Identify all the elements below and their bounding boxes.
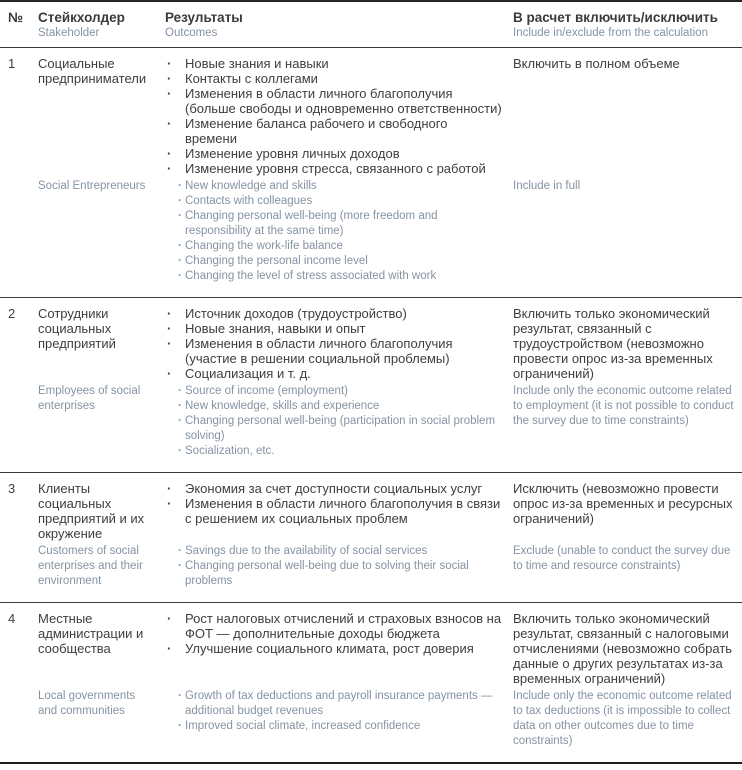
bullet-icon bbox=[178, 544, 182, 559]
outcome-text: Savings due to the availability of social services bbox=[185, 545, 428, 557]
outcome-text: Новые знания, навыки и опыт bbox=[185, 321, 366, 336]
outcome-text: Изменение уровня стресса, связанного с работой bbox=[185, 161, 486, 176]
outcome-item bbox=[165, 399, 503, 414]
outcomes-en bbox=[165, 686, 513, 749]
header-outcomes bbox=[165, 9, 513, 40]
stakeholder-en: Employees of social enterprises bbox=[38, 385, 141, 412]
outcome-text: Изменения в области личного благополучия (больше свободы и одновременно ответственности) bbox=[185, 86, 502, 116]
bullet-icon bbox=[167, 161, 171, 176]
header-include-ru: В расчет включить/исключить bbox=[513, 10, 718, 25]
table-row-2 bbox=[0, 297, 742, 472]
bullet-icon bbox=[178, 444, 182, 459]
bullet-icon bbox=[167, 71, 171, 86]
bullet-icon bbox=[167, 116, 171, 131]
bullet-icon bbox=[178, 719, 182, 734]
outcome-text: Growth of tax deductions and payroll insurance payments — additional budget revenues bbox=[185, 690, 493, 717]
stakeholder-ru: Клиенты социальных предприятий и их окружение bbox=[38, 481, 145, 541]
bullet-icon bbox=[167, 321, 171, 336]
outcome-item bbox=[165, 444, 503, 459]
outcomes-ru-list bbox=[165, 611, 503, 656]
include-ru: Включить только экономический результат, связанный с трудоустройством (невозможно провести опрос из-за временных ограничений) bbox=[513, 306, 713, 381]
outcome-text: Contacts with colleagues bbox=[185, 195, 313, 207]
outcome-text: Изменение баланса рабочего и свободного времени bbox=[185, 116, 448, 146]
bullet-icon bbox=[178, 384, 182, 399]
outcome-item bbox=[165, 641, 503, 656]
header-stakeholder-ru: Стейкхолдер bbox=[38, 10, 125, 25]
outcome-item bbox=[165, 194, 503, 209]
bullet-icon bbox=[178, 254, 182, 269]
outcome-item bbox=[165, 161, 503, 176]
outcome-text: Changing the personal income level bbox=[185, 255, 368, 267]
outcome-item bbox=[165, 306, 503, 321]
outcomes-ru bbox=[165, 306, 513, 381]
outcomes-en bbox=[165, 176, 513, 284]
outcome-text: Изменения в области личного благополучия в связи с решением их социальных проблем bbox=[185, 496, 501, 526]
outcome-item bbox=[165, 116, 503, 146]
header-stakeholder-en: Stakeholder bbox=[38, 27, 100, 39]
bullet-icon bbox=[178, 209, 182, 224]
bullet-icon bbox=[178, 239, 182, 254]
outcome-text: Изменение уровня личных доходов bbox=[185, 146, 400, 161]
outcome-text: Changing the level of stress associated with work bbox=[185, 270, 437, 282]
bullet-icon bbox=[167, 496, 171, 511]
outcome-item bbox=[165, 384, 503, 399]
outcome-item bbox=[165, 719, 503, 734]
outcomes-en-list bbox=[165, 179, 503, 284]
include-ru: Включить только экономический результат, связанный с налоговыми отчислениями (невозможно собрать данные о других результатах из-за временных ограничений) bbox=[513, 611, 733, 686]
bullet-icon bbox=[167, 306, 171, 321]
row-number-spacer bbox=[0, 176, 38, 284]
outcome-text: Socialization, etc. bbox=[185, 445, 275, 457]
outcomes-ru bbox=[165, 481, 513, 541]
table-row-3 bbox=[0, 472, 742, 602]
include-en: Include only the economic outcome related to employment (it is not possible to conduct the survey due to time constraints) bbox=[513, 385, 734, 427]
stakeholder-ru: Местные администрации и сообщества bbox=[38, 611, 144, 656]
header-outcomes-ru: Результаты bbox=[165, 10, 243, 25]
bullet-icon bbox=[178, 269, 182, 284]
header-num: № bbox=[8, 10, 24, 25]
header-include-en: Include in/exclude from the calculation bbox=[513, 27, 708, 39]
bullet-icon bbox=[178, 414, 182, 429]
outcome-text: Improved social climate, increased confidence bbox=[185, 720, 421, 732]
outcomes-en-list bbox=[165, 544, 503, 589]
row-number: 1 bbox=[8, 56, 16, 71]
bullet-icon bbox=[167, 641, 171, 656]
outcomes-ru bbox=[165, 56, 513, 176]
outcome-item bbox=[165, 269, 503, 284]
outcome-text: Экономия за счет доступности социальных услуг bbox=[185, 481, 483, 496]
include-ru: Исключить (невозможно провести опрос из-за временных и ресурсных ограничений) bbox=[513, 481, 733, 526]
outcome-text: Changing the work-life balance bbox=[185, 240, 343, 252]
outcome-item bbox=[165, 481, 503, 496]
outcome-item bbox=[165, 689, 503, 719]
row-number-spacer bbox=[0, 541, 38, 589]
row-number-spacer bbox=[0, 686, 38, 749]
bullet-icon bbox=[178, 179, 182, 194]
outcome-text: Новые знания и навыки bbox=[185, 56, 329, 71]
outcome-item bbox=[165, 544, 503, 559]
table-row-4 bbox=[0, 602, 742, 762]
outcome-item bbox=[165, 146, 503, 161]
row-number: 4 bbox=[8, 611, 16, 626]
bullet-icon bbox=[167, 146, 171, 161]
stakeholder-en: Local governments and communities bbox=[38, 690, 136, 717]
outcome-item bbox=[165, 209, 503, 239]
include-en: Include only the economic outcome related to tax deductions (it is impossible to collect data on other outcomes due to time constraints) bbox=[513, 690, 732, 747]
include-ru: Включить в полном объеме bbox=[513, 56, 680, 71]
outcomes-en bbox=[165, 541, 513, 589]
outcome-text: Changing personal well-being due to solving their social problems bbox=[185, 560, 469, 587]
bullet-icon bbox=[178, 559, 182, 574]
outcomes-en bbox=[165, 381, 513, 459]
row-number: 2 bbox=[8, 306, 16, 321]
bullet-icon bbox=[167, 481, 171, 496]
stakeholder-ru: Социальные предприниматели bbox=[38, 56, 147, 86]
bullet-icon bbox=[167, 611, 171, 626]
outcome-text: Контакты с коллегами bbox=[185, 71, 318, 86]
stakeholder-ru: Сотрудники социальных предприятий bbox=[38, 306, 116, 351]
row-number-spacer bbox=[0, 381, 38, 459]
outcome-text: Changing personal well-being (participation in social problem solving) bbox=[185, 415, 496, 442]
include-en: Include in full bbox=[513, 180, 581, 192]
outcome-text: Рост налоговых отчислений и страховых взносов на ФОТ — дополнительные доходы бюджета bbox=[185, 611, 502, 641]
outcomes-ru-list bbox=[165, 481, 503, 526]
bullet-icon bbox=[167, 336, 171, 351]
bullet-icon bbox=[178, 689, 182, 704]
outcome-text: Source of income (employment) bbox=[185, 385, 348, 397]
outcome-item bbox=[165, 559, 503, 589]
outcome-item bbox=[165, 71, 503, 86]
outcome-text: Социализация и т. д. bbox=[185, 366, 311, 381]
outcome-item bbox=[165, 414, 503, 444]
outcome-item bbox=[165, 366, 503, 381]
outcome-item bbox=[165, 611, 503, 641]
row-number: 3 bbox=[8, 481, 16, 496]
outcome-item bbox=[165, 254, 503, 269]
bullet-icon bbox=[178, 399, 182, 414]
outcome-text: New knowledge, skills and experience bbox=[185, 400, 380, 412]
outcome-text: Изменения в области личного благополучия (участие в решении социальной проблемы) bbox=[185, 336, 453, 366]
bullet-icon bbox=[167, 56, 171, 71]
outcome-item bbox=[165, 336, 503, 366]
table-row-1 bbox=[0, 48, 742, 297]
outcome-text: New knowledge and skills bbox=[185, 180, 317, 192]
outcome-item bbox=[165, 56, 503, 71]
outcomes-en-list bbox=[165, 689, 503, 734]
outcome-item bbox=[165, 239, 503, 254]
outcome-text: Changing personal well-being (more freedom and responsibility at the same time) bbox=[185, 210, 438, 237]
outcomes-ru bbox=[165, 611, 513, 686]
bullet-icon bbox=[167, 366, 171, 381]
outcome-item bbox=[165, 321, 503, 336]
outcomes-ru-list bbox=[165, 306, 503, 381]
outcome-item bbox=[165, 496, 503, 526]
table-header-row bbox=[0, 2, 742, 48]
header-outcomes-en: Outcomes bbox=[165, 27, 218, 39]
outcome-item bbox=[165, 86, 503, 116]
header-include bbox=[513, 9, 742, 40]
outcome-text: Улучшение социального климата, рост доверия bbox=[185, 641, 474, 656]
include-en: Exclude (unable to conduct the survey due to time and resource constraints) bbox=[513, 545, 731, 572]
bullet-icon bbox=[178, 194, 182, 209]
outcomes-en-list bbox=[165, 384, 503, 459]
outcome-text: Источник доходов (трудоустройство) bbox=[185, 306, 407, 321]
header-stakeholder bbox=[38, 9, 165, 40]
stakeholder-en: Customers of social enterprises and their environment bbox=[38, 545, 143, 587]
stakeholder-en: Social Entrepreneurs bbox=[38, 180, 146, 192]
bullet-icon bbox=[167, 86, 171, 101]
outcome-item bbox=[165, 179, 503, 194]
outcomes-ru-list bbox=[165, 56, 503, 176]
